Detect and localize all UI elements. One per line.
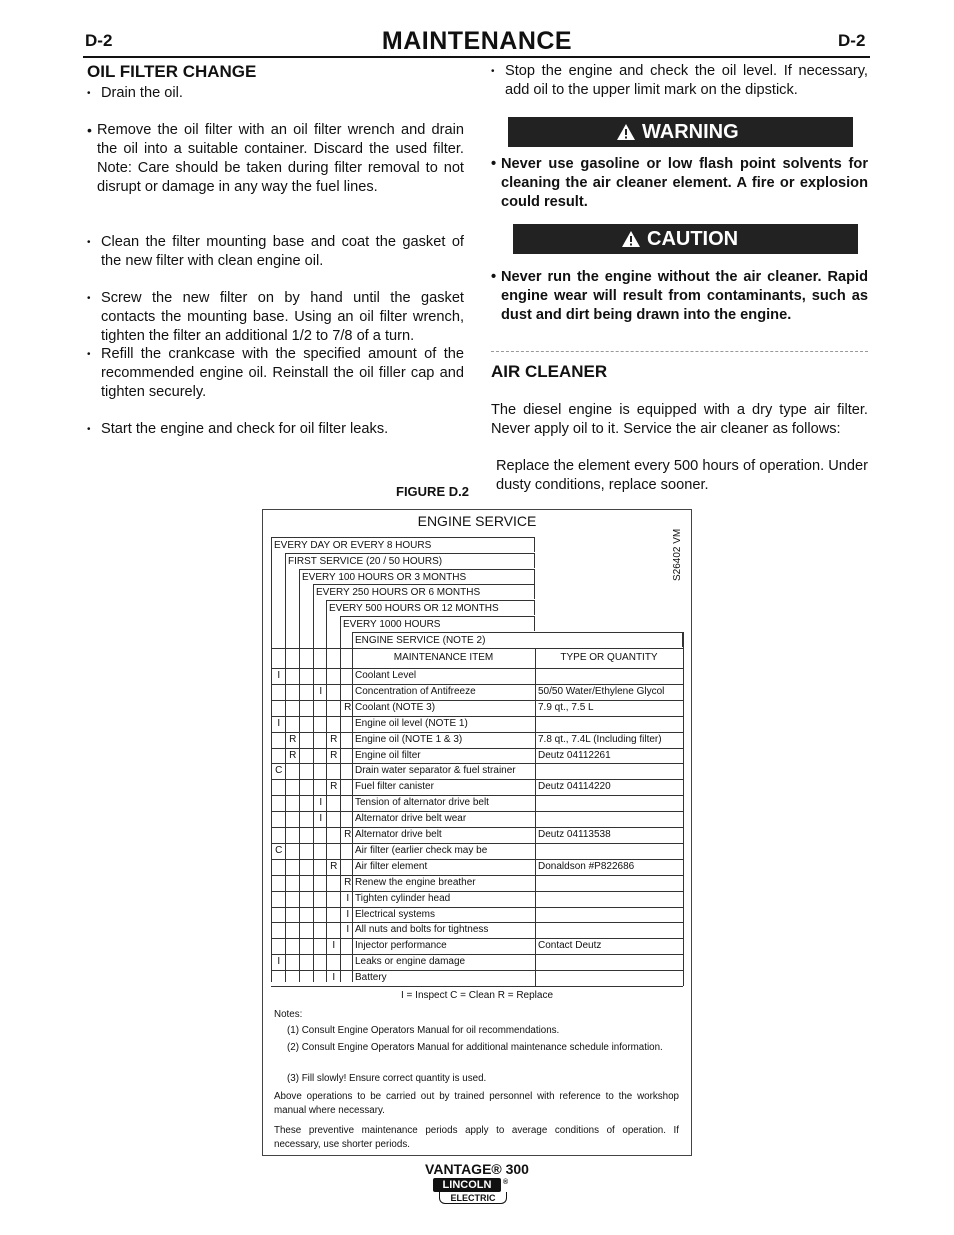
caution-label: CAUTION — [647, 227, 739, 250]
legend: I = Inspect C = Clean R = Replace — [400, 990, 554, 1001]
row-mark: R — [344, 876, 352, 888]
column-header-item: MAINTENANCE ITEM — [393, 652, 494, 663]
row-item: Concentration of Antifreeze — [355, 685, 476, 697]
page-code-left: D-2 — [85, 31, 113, 50]
interval-header-6: EVERY 1000 HOURS — [340, 616, 535, 631]
row-item: Fuel filter canister — [355, 781, 434, 793]
step-start-engine: • Start the engine and check for oil filter leaks. — [87, 421, 389, 437]
model-name: VANTAGE® 300 — [425, 1161, 529, 1177]
registered-mark: ® — [503, 1179, 509, 1186]
row-item: Coolant (NOTE 3) — [355, 701, 436, 713]
engine-service-chart — [262, 509, 692, 1156]
step-clean-base: • Clean the filter mounting base and coat the gasket of the new filter with clean engine oil. — [87, 234, 464, 269]
interval-header-2: FIRST SERVICE (20 / 50 HOURS) — [285, 553, 535, 568]
row-mark: I — [319, 685, 323, 697]
row-mark: I — [319, 813, 323, 825]
warning-label: WARNING — [642, 120, 739, 143]
air-cleaner-heading: AIR CLEANER — [491, 362, 608, 381]
row-item: Air filter element — [355, 860, 428, 872]
caution-text: • Never run the engine without the air cleaner. Rapid engine wear will result from contaminants, such as dust and dirt being drawn into the engine. — [491, 269, 868, 323]
row-type: 7.9 qt., 7.5 L — [538, 701, 594, 713]
grid-line — [535, 648, 536, 986]
row-mark: R — [330, 860, 338, 872]
row-item: Renew the engine breather — [355, 876, 476, 888]
grid-line — [271, 648, 683, 649]
row-type: 50/50 Water/Ethylene Glycol — [538, 685, 665, 697]
row-item: Tension of alternator drive belt — [355, 797, 489, 809]
row-mark: I — [346, 908, 350, 920]
row-type: Deutz 04112261 — [538, 749, 611, 761]
page-code-right: D-2 — [838, 31, 866, 50]
row-item: Alternator drive belt wear — [355, 813, 467, 825]
row-item: All nuts and bolts for tightness — [355, 924, 489, 936]
row-mark: I — [346, 892, 350, 904]
caution-banner — [513, 224, 858, 254]
note-1: (1) Consult Engine Operators Manual for oil recommendations. — [287, 1025, 560, 1036]
chart-paragraph-1: Above operations to be carried out by trained personnel with reference to the workshop manual where necessary. — [274, 1091, 679, 1116]
step-drain: • Drain the oil. — [87, 85, 183, 101]
row-item: Air filter (earlier check may be — [355, 844, 488, 856]
row-mark: I — [332, 940, 336, 952]
interval-header-7: ENGINE SERVICE (NOTE 2) — [352, 632, 683, 647]
header-rule — [83, 56, 870, 58]
chart-title: ENGINE SERVICE — [417, 513, 537, 529]
row-mark: R — [330, 781, 338, 793]
row-item: Battery — [355, 972, 387, 984]
row-mark: R — [289, 733, 297, 745]
row-item: Electrical systems — [355, 908, 436, 920]
lincoln-electric-logo — [433, 1178, 509, 1206]
air-cleaner-intro: The diesel engine is equipped with a dry type air filter. Never apply oil to it. Service the air cleaner as follows: — [491, 402, 868, 437]
caution-triangle-icon — [621, 230, 641, 248]
row-mark: I — [277, 956, 281, 968]
row-type: Deutz 04114220 — [538, 781, 611, 793]
step-refill: • Refill the crankcase with the specified amount of the recommended engine oil. Reinstall the oil filler cap and tighten securely. — [87, 346, 464, 400]
row-item: Engine oil level (NOTE 1) — [355, 717, 468, 729]
note-2: (2) Consult Engine Operators Manual for additional maintenance schedule information. — [287, 1042, 663, 1053]
grid-line — [271, 537, 272, 982]
logo-electric: ELECTRIC — [439, 1192, 507, 1204]
row-mark: I — [332, 972, 336, 984]
row-mark: C — [275, 765, 283, 777]
warning-banner — [508, 117, 853, 147]
page-title: MAINTENANCE — [381, 27, 573, 55]
interval-header-3: EVERY 100 HOURS OR 3 MONTHS — [299, 569, 535, 584]
row-type: Donaldson #P822686 — [538, 860, 635, 872]
grid-line — [683, 632, 684, 986]
column-header-type: TYPE OR QUANTITY — [560, 652, 658, 663]
row-item: Alternator drive belt — [355, 829, 442, 840]
figure-label: FIGURE D.2 — [396, 484, 469, 499]
warning-triangle-icon — [616, 123, 636, 141]
row-type: 7.8 qt., 7.4L (Including filter) — [538, 733, 662, 745]
row-item: Tighten cylinder head — [355, 892, 451, 904]
row-mark: R — [344, 829, 352, 840]
chart-paragraph-2: These preventive maintenance periods apply to average conditions of operation. If necessary, use shorter periods. — [274, 1125, 679, 1150]
section-divider — [491, 351, 868, 352]
air-cleaner-replace: Replace the element every 500 hours of operation. Under dusty conditions, replace sooner. — [496, 458, 868, 493]
row-mark: I — [277, 670, 281, 681]
row-mark: I — [346, 924, 350, 936]
row-item: Leaks or engine damage — [355, 956, 466, 968]
logo-lincoln: LINCOLN — [433, 1178, 501, 1192]
warning-text: • Never use gasoline or low flash point solvents for cleaning the air cleaner element. A fire or explosion could result. — [491, 156, 868, 210]
row-item: Engine oil filter — [355, 749, 421, 761]
row-mark: C — [275, 844, 283, 856]
note-3: (3) Fill slowly! Ensure correct quantity is used. — [287, 1073, 487, 1084]
step-screw-filter: • Screw the new filter on by hand until the gasket contacts the mounting base. Using an oil filter wrench, tighten the filter an additional 1/2 to 7/8 of a turn. — [87, 290, 464, 344]
grid-line — [271, 986, 683, 987]
row-mark: I — [319, 797, 323, 809]
row-mark: R — [344, 701, 352, 713]
interval-header-4: EVERY 250 HOURS OR 6 MONTHS — [313, 584, 535, 599]
row-mark: I — [277, 717, 281, 729]
interval-header-5: EVERY 500 HOURS OR 12 MONTHS — [326, 600, 535, 615]
row-type: Deutz 04113538 — [538, 829, 611, 840]
step-stop-engine: • Stop the engine and check the oil level. If necessary, add oil to the upper limit mark on the dipstick. — [491, 63, 868, 98]
row-type: Contact Deutz — [538, 940, 602, 952]
row-item: Drain water separator & fuel strainer — [355, 765, 516, 777]
row-mark: R — [289, 749, 297, 761]
row-mark: R — [330, 749, 338, 761]
oil-filter-heading: OIL FILTER CHANGE — [87, 62, 257, 81]
notes-heading: Notes: — [274, 1009, 303, 1020]
interval-header-1: EVERY DAY OR EVERY 8 HOURS — [271, 537, 535, 552]
grid-line — [299, 569, 300, 982]
row-item: Coolant Level — [355, 670, 417, 681]
row-mark: R — [330, 733, 338, 745]
chart-code: S26402 VM — [672, 528, 683, 581]
step-remove-filter: • Remove the oil filter with an oil filter wrench and drain the oil into a suitable container. Discard the used filter. Note: Care should be taken during filter removal to not disrupt or damage in any way the fuel lines. — [87, 122, 464, 195]
row-item: Injector performance — [355, 940, 447, 952]
row-item: Engine oil (NOTE 1 & 3) — [355, 733, 463, 745]
